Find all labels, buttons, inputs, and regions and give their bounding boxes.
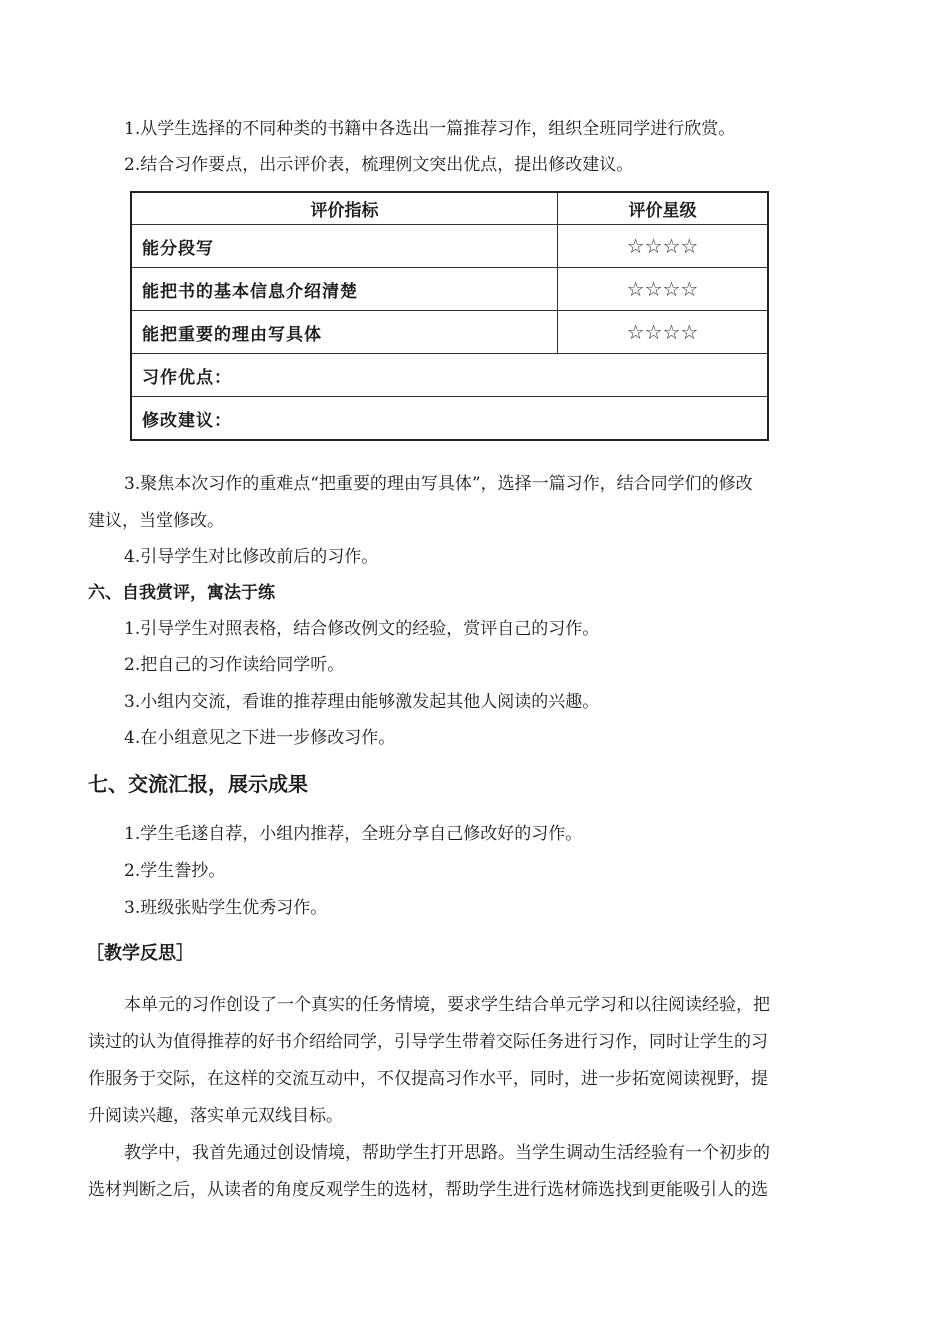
table-row-suggestions <box>131 397 768 441</box>
reflection-paragraph-line: 作服务于交际，在这样的交流互动中，不仅提高习作水平，同时，进一步拓宽阅读视野，提 <box>88 1069 768 1089</box>
section-7-item: 3.班级张贴学生优秀习作。 <box>124 898 328 918</box>
star-rating-cell: ☆☆☆☆ <box>558 311 769 354</box>
table-header-rating: 评价星级 <box>558 192 769 225</box>
reflection-heading: ［教学反思］ <box>86 943 194 964</box>
section-6-item: 1.引导学生对照表格，结合修改例文的经验，赏评自己的习作。 <box>124 619 600 639</box>
reflection-paragraph-line: 升阅读兴趣，落实单元双线目标。 <box>88 1106 343 1126</box>
table-row <box>131 311 768 354</box>
section-7-heading: 七、交流汇报，展示成果 <box>88 772 308 796</box>
reflection-paragraph-line: 教学中，我首先通过创设情境，帮助学生打开思路。当学生调动生活经验有一个初步的 <box>124 1143 770 1163</box>
reflection-paragraph-line: 读过的认为值得推荐的好书介绍给同学，引导学生带着交际任务进行习作，同时让学生的习 <box>88 1032 768 1052</box>
section-6-item: 4.在小组意见之下进一步修改习作。 <box>124 728 396 748</box>
suggestion-label: 修改建议： <box>131 397 768 441</box>
criterion-cell: 能把重要的理由写具体 <box>131 311 558 354</box>
criterion-cell: 能分段写 <box>131 225 558 268</box>
section-7-item: 1.学生毛遂自荐，小组内推荐，全班分享自己修改好的习作。 <box>124 824 583 844</box>
section-7-item: 2.学生誊抄。 <box>124 861 226 881</box>
table-row-merits <box>131 354 768 397</box>
table-header-criterion: 评价指标 <box>131 192 558 225</box>
table-header-row <box>131 192 768 225</box>
evaluation-table <box>130 191 769 441</box>
table-row <box>131 225 768 268</box>
criterion-cell: 能把书的基本信息介绍清楚 <box>131 268 558 311</box>
reflection-paragraph-line: 选材判断之后，从读者的角度反观学生的选材，帮助学生进行选材筛选找到更能吸引人的选 <box>88 1180 768 1200</box>
star-rating-cell: ☆☆☆☆ <box>558 268 769 311</box>
step-2-text: 2.结合习作要点，出示评价表，梳理例文突出优点，提出修改建议。 <box>124 155 634 175</box>
step-3-line-2: 建议，当堂修改。 <box>88 511 224 531</box>
table-row <box>131 268 768 311</box>
star-rating-cell: ☆☆☆☆ <box>558 225 769 268</box>
step-3-line-1: 3.聚焦本次习作的重难点“把重要的理由写具体”，选择一篇习作，结合同学们的修改 <box>124 474 753 494</box>
reflection-paragraph-line: 本单元的习作创设了一个真实的任务情境，要求学生结合单元学习和以往阅读经验，把 <box>124 995 770 1015</box>
step-4-text: 4.引导学生对比修改前后的习作。 <box>124 547 379 567</box>
section-6-item: 3.小组内交流，看谁的推荐理由能够激发起其他人阅读的兴趣。 <box>124 692 600 712</box>
step-1-text: 1.从学生选择的不同种类的书籍中各选出一篇推荐习作，组织全班同学进行欣赏。 <box>124 119 736 139</box>
merits-label: 习作优点： <box>131 354 768 397</box>
section-6-item: 2.把自己的习作读给同学听。 <box>124 655 345 675</box>
section-6-heading: 六、自我赏评，寓法于练 <box>88 583 275 603</box>
